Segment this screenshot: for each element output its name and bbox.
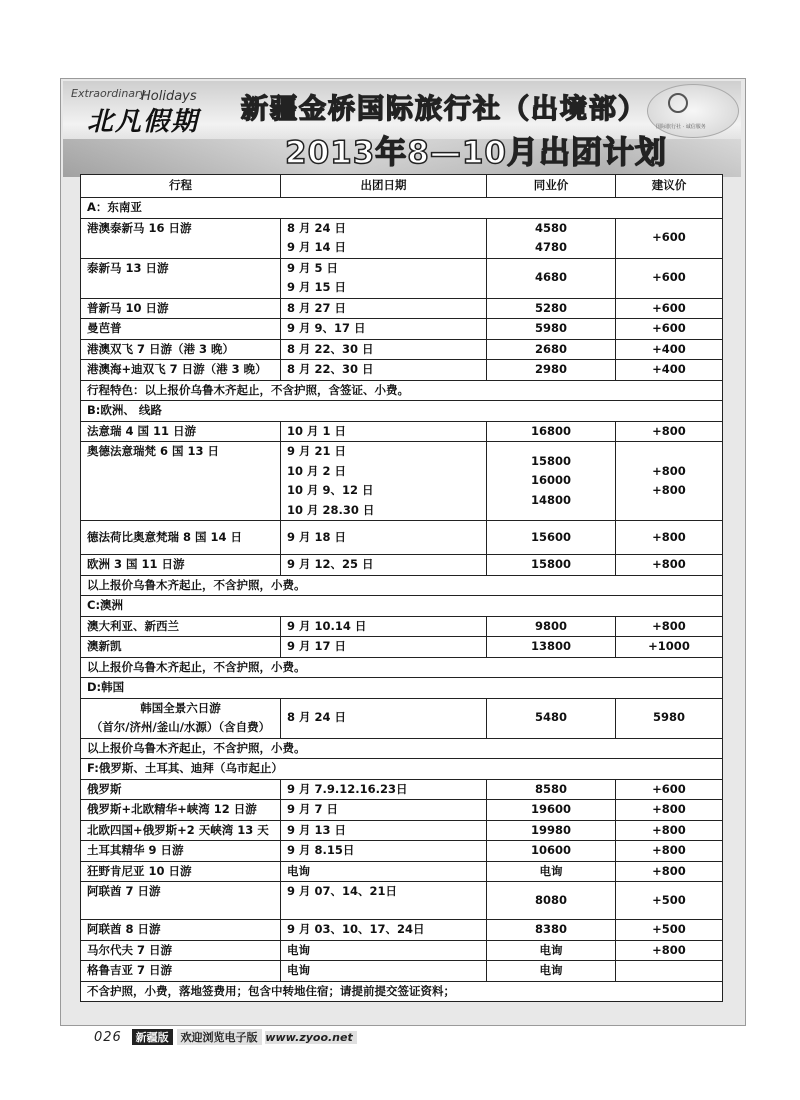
section-note-row xyxy=(81,981,723,1002)
table-row xyxy=(81,218,723,258)
table-row xyxy=(81,319,723,340)
schedule-table-container xyxy=(80,174,722,1002)
route-cell: 泰新马 13 日游 xyxy=(81,258,281,298)
suggested-price-cell: +800 +800 xyxy=(616,442,723,521)
agency-title: 新疆金桥国际旅行社（出境部） xyxy=(241,94,647,125)
section-title: A：东南亚 xyxy=(81,198,723,219)
date-cell: 9 月 8.15日 xyxy=(281,841,487,862)
section-note: 行程特色：以上报价乌鲁木齐起止，不含护照，含签证、小费。 xyxy=(81,380,723,401)
route-cell: 澳大利亚、新西兰 xyxy=(81,616,281,637)
trade-price-cell: 15800 16000 14800 xyxy=(487,442,616,521)
table-row xyxy=(81,637,723,658)
table-row xyxy=(81,841,723,862)
suggested-price-cell: +600 xyxy=(616,779,723,800)
trade-price-cell: 15600 xyxy=(487,521,616,555)
logo-chinese: 北凡假期 xyxy=(87,107,200,137)
section-row-europe xyxy=(81,401,723,422)
suggested-price-cell: +800 xyxy=(616,841,723,862)
seal-emblem-icon xyxy=(668,93,688,113)
route-cell: 阿联酋 7 日游 xyxy=(81,882,281,920)
route-cell: 狂野肯尼亚 10 日游 xyxy=(81,861,281,882)
section-row-korea xyxy=(81,678,723,699)
page-footer xyxy=(94,1029,357,1045)
table-row xyxy=(81,800,723,821)
trade-price-cell: 19600 xyxy=(487,800,616,821)
column-header-date: 出团日期 xyxy=(281,175,487,198)
trade-price-cell: 9800 xyxy=(487,616,616,637)
date-cell: 8 月 24 日 9 月 14 日 xyxy=(281,218,487,258)
suggested-price-cell: +800 xyxy=(616,555,723,576)
trade-price-cell: 5280 xyxy=(487,298,616,319)
table-row xyxy=(81,442,723,521)
table-row xyxy=(81,698,723,738)
section-note: 以上报价乌鲁木齐起止，不含护照，小费。 xyxy=(81,738,723,759)
table-row xyxy=(81,920,723,941)
section-row-russia-turkey-dubai xyxy=(81,759,723,780)
column-header-suggested-price: 建议价 xyxy=(616,175,723,198)
trade-price-cell: 2680 xyxy=(487,339,616,360)
seal-text: 国际旅行社 · 诚信服务 xyxy=(656,124,706,130)
table-row xyxy=(81,861,723,882)
suggested-price-cell: +1000 xyxy=(616,637,723,658)
date-cell: 9 月 17 日 xyxy=(281,637,487,658)
date-cell: 9 月 7 日 xyxy=(281,800,487,821)
suggested-price-cell: +800 xyxy=(616,800,723,821)
table-row xyxy=(81,961,723,982)
trade-price-cell: 8380 xyxy=(487,920,616,941)
date-cell: 8 月 22、30 日 xyxy=(281,360,487,381)
route-cell: 曼芭普 xyxy=(81,319,281,340)
route-cell: 法意瑞 4 国 11 日游 xyxy=(81,421,281,442)
header-banner xyxy=(63,81,741,177)
date-cell: 8 月 24 日 xyxy=(281,698,487,738)
section-note: 以上报价乌鲁木齐起止，不含护照，小费。 xyxy=(81,575,723,596)
suggested-price-cell: +800 xyxy=(616,820,723,841)
table-row xyxy=(81,882,723,920)
schedule-table xyxy=(80,174,723,1002)
date-cell: 8 月 22、30 日 xyxy=(281,339,487,360)
date-cell: 9 月 12、25 日 xyxy=(281,555,487,576)
route-cell: 普新马 10 日游 xyxy=(81,298,281,319)
date-cell: 9 月 21 日 10 月 2 日 10 月 9、12 日 10 月 28.30 日 xyxy=(281,442,487,521)
suggested-price-cell: +600 xyxy=(616,218,723,258)
column-header-route: 行程 xyxy=(81,175,281,198)
section-note-row xyxy=(81,380,723,401)
section-title: F:俄罗斯、土耳其、迪拜（乌市起止） xyxy=(81,759,723,780)
table-row xyxy=(81,421,723,442)
logo-english: Holidays xyxy=(141,89,197,104)
suggested-price-cell: +800 xyxy=(616,861,723,882)
trade-price-cell: 电询 xyxy=(487,940,616,961)
footer-slogan: 欢迎浏览电子版 xyxy=(177,1029,262,1045)
footer-url[interactable]: www.zyoo.net xyxy=(265,1031,356,1044)
trade-price-cell: 5980 xyxy=(487,319,616,340)
date-cell: 9 月 5 日 9 月 15 日 xyxy=(281,258,487,298)
suggested-price-cell: +600 xyxy=(616,298,723,319)
date-cell: 9 月 7.9.12.16.23日 xyxy=(281,779,487,800)
suggested-price-cell: +800 xyxy=(616,421,723,442)
route-cell: 马尔代夫 7 日游 xyxy=(81,940,281,961)
route-cell: 澳新凯 xyxy=(81,637,281,658)
trade-price-cell: 13800 xyxy=(487,637,616,658)
table-row xyxy=(81,779,723,800)
route-cell: 韩国全景六日游 （首尔/济州/釜山/水源）（含自费） xyxy=(81,698,281,738)
suggested-price-cell: 5980 xyxy=(616,698,723,738)
section-title: D:韩国 xyxy=(81,678,723,699)
trade-price-cell: 16800 xyxy=(487,421,616,442)
route-cell: 俄罗斯 xyxy=(81,779,281,800)
suggested-price-cell xyxy=(616,961,723,982)
route-cell: 港澳海+迪双飞 7 日游（港 3 晚） xyxy=(81,360,281,381)
route-cell: 北欧四国+俄罗斯+2 天峡湾 13 天 xyxy=(81,820,281,841)
section-title: C:澳洲 xyxy=(81,596,723,617)
route-cell: 港澳泰新马 16 日游 xyxy=(81,218,281,258)
column-header-trade-price: 同业价 xyxy=(487,175,616,198)
route-cell: 欧洲 3 国 11 日游 xyxy=(81,555,281,576)
agency-seal xyxy=(647,84,739,138)
date-cell: 10 月 1 日 xyxy=(281,421,487,442)
table-row xyxy=(81,820,723,841)
trade-price-cell: 4580 4780 xyxy=(487,218,616,258)
suggested-price-cell: +800 xyxy=(616,521,723,555)
section-row-southeast-asia xyxy=(81,198,723,219)
schedule-title: 2013年8—10月出团计划 xyxy=(285,135,667,171)
trade-price-cell: 5480 xyxy=(487,698,616,738)
suggested-price-cell: +500 xyxy=(616,882,723,920)
table-row xyxy=(81,360,723,381)
section-note: 以上报价乌鲁木齐起止，不含护照，小费。 xyxy=(81,657,723,678)
suggested-price-cell: +600 xyxy=(616,319,723,340)
date-cell: 9 月 13 日 xyxy=(281,820,487,841)
trade-price-cell: 15800 xyxy=(487,555,616,576)
edition-badge: 新疆版 xyxy=(132,1029,173,1045)
brand-logo xyxy=(69,87,229,143)
trade-price-cell: 2980 xyxy=(487,360,616,381)
date-cell: 9 月 9、17 日 xyxy=(281,319,487,340)
date-cell: 电询 xyxy=(281,940,487,961)
logo-tagline: Extraordinary xyxy=(71,87,147,100)
section-title: B:欧洲、 线路 xyxy=(81,401,723,422)
section-note: 不含护照，小费，落地签费用；包含中转地住宿；请提前提交签证资料； xyxy=(81,981,723,1002)
trade-price-cell: 电询 xyxy=(487,861,616,882)
date-cell: 9 月 03、10、17、24日 xyxy=(281,920,487,941)
section-note-row xyxy=(81,575,723,596)
section-row-australia xyxy=(81,596,723,617)
trade-price-cell: 4680 xyxy=(487,258,616,298)
table-row xyxy=(81,521,723,555)
trade-price-cell: 8080 xyxy=(487,882,616,920)
date-cell: 8 月 27 日 xyxy=(281,298,487,319)
table-row xyxy=(81,298,723,319)
section-note-row xyxy=(81,657,723,678)
route-cell: 格鲁吉亚 7 日游 xyxy=(81,961,281,982)
date-cell: 电询 xyxy=(281,861,487,882)
section-note-row xyxy=(81,738,723,759)
table-row xyxy=(81,555,723,576)
table-row xyxy=(81,940,723,961)
suggested-price-cell: +500 xyxy=(616,920,723,941)
date-cell: 9 月 10.14 日 xyxy=(281,616,487,637)
table-row xyxy=(81,258,723,298)
date-cell: 9 月 18 日 xyxy=(281,521,487,555)
date-cell: 9 月 07、14、21日 xyxy=(281,882,487,920)
suggested-price-cell: +600 xyxy=(616,258,723,298)
page-number: 026 xyxy=(94,1030,122,1045)
table-header-row xyxy=(81,175,723,198)
date-cell: 电询 xyxy=(281,961,487,982)
trade-price-cell: 10600 xyxy=(487,841,616,862)
suggested-price-cell: +800 xyxy=(616,940,723,961)
route-cell: 阿联酋 8 日游 xyxy=(81,920,281,941)
table-row xyxy=(81,339,723,360)
route-cell: 港澳双飞 7 日游（港 3 晚） xyxy=(81,339,281,360)
suggested-price-cell: +400 xyxy=(616,360,723,381)
trade-price-cell: 8580 xyxy=(487,779,616,800)
route-cell: 俄罗斯+北欧精华+峡湾 12 日游 xyxy=(81,800,281,821)
route-cell: 奥德法意瑞梵 6 国 13 日 xyxy=(81,442,281,521)
suggested-price-cell: +400 xyxy=(616,339,723,360)
trade-price-cell: 19980 xyxy=(487,820,616,841)
trade-price-cell: 电询 xyxy=(487,961,616,982)
route-cell: 德法荷比奥意梵瑞 8 国 14 日 xyxy=(81,521,281,555)
suggested-price-cell: +800 xyxy=(616,616,723,637)
route-cell: 土耳其精华 9 日游 xyxy=(81,841,281,862)
table-row xyxy=(81,616,723,637)
